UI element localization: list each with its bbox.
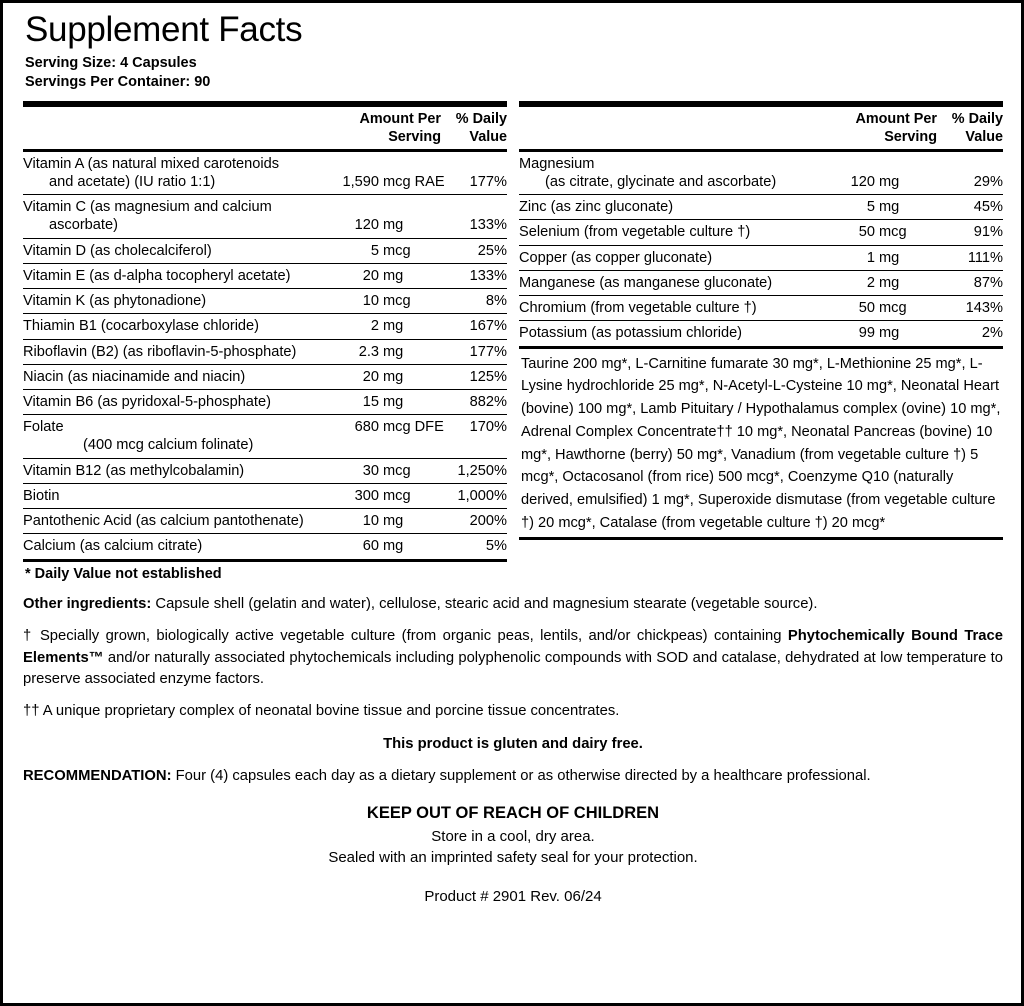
dagger-note-trademark: Phytochemically Bound Trace Elements™ xyxy=(23,628,1003,666)
table-row: Vitamin D (as cholecalciferol) 5 mcg 25% xyxy=(23,238,507,263)
table-row: Vitamin C (as magnesium and calcium ascorbate) 120 mg 133% xyxy=(23,195,507,238)
header-daily-value-right: % Daily Value xyxy=(951,110,1003,145)
recommendation-text: Four (4) capsules each day as a dietary supplement or as otherwise directed by a healthcare professional. xyxy=(171,768,871,785)
table-row: Magnesium (as citrate, glycinate and ascorbate) 120 mg 29% xyxy=(519,152,1003,195)
table-header-left xyxy=(23,107,507,149)
dagger-note-part1: † Specially grown, biologically active vegetable culture (from organic peas, lentils, and/or chickpeas) containing xyxy=(23,628,788,645)
other-ingredients-text: Capsule shell (gelatin and water), cellulose, stearic acid and magnesium stearate (vegetable source). xyxy=(151,595,818,612)
safety-seal-note: Sealed with an imprinted safety seal for your protection. xyxy=(328,848,698,866)
nutrient-table-left xyxy=(23,107,507,149)
table-row: Folate (400 mcg calcium folinate) 680 mcg DFE 170% xyxy=(23,415,507,458)
table-row: Copper (as copper gluconate) 1 mg 111% xyxy=(519,245,1003,270)
table-row: Vitamin A (as natural mixed carotenoids and acetate) (IU ratio 1:1) 1,590 mcg RAE 177% xyxy=(23,152,507,195)
divider-bottom-left xyxy=(23,559,507,562)
recommendation-label: RECOMMENDATION: xyxy=(23,768,172,785)
table-row: Manganese (as manganese gluconate) 2 mg 87% xyxy=(519,270,1003,295)
table-row: Thiamin B1 (cocarboxylase chloride) 2 mg 167% xyxy=(23,314,507,339)
header-daily-value: % Daily Value xyxy=(455,110,507,145)
nutrient-rows-left xyxy=(23,152,507,559)
table-row: Selenium (from vegetable culture †) 50 mcg 91% xyxy=(519,220,1003,245)
table-row: Chromium (from vegetable culture †) 50 mcg 143% xyxy=(519,296,1003,321)
table-row: Potassium (as potassium chloride) 99 mg 2% xyxy=(519,325,1003,342)
table-row: Riboflavin (B2) (as riboflavin-5-phosphate) 2.3 mg 177% xyxy=(23,339,507,364)
table-row: Vitamin B12 (as methylcobalamin) 30 mcg 1,250% xyxy=(23,458,507,483)
recommendation xyxy=(23,766,1003,787)
other-ingredients-label: Other ingredients: xyxy=(23,595,152,612)
other-ingredients xyxy=(23,594,1003,615)
table-row: Vitamin B6 (as pyridoxal-5-phosphate) 15 mg 882% xyxy=(23,389,507,414)
table-row: Vitamin K (as phytonadione) 10 mcg 8% xyxy=(23,289,507,314)
nutrient-table-right xyxy=(519,107,1003,149)
table-row: Vitamin E (as d-alpha tocopheryl acetate) 20 mg 133% xyxy=(23,263,507,288)
page-title: Supplement Facts xyxy=(25,10,303,49)
header-amount-per-serving-right: Amount Per Serving xyxy=(855,110,937,145)
divider-bottom-right xyxy=(519,537,1003,540)
facts-panel-left xyxy=(23,101,507,562)
keep-out-of-reach-warning: KEEP OUT OF REACH OF CHILDREN xyxy=(366,803,660,822)
footer-section xyxy=(23,594,1003,908)
facts-panel-right xyxy=(507,101,1003,562)
double-dagger-note: †† A unique proprietary complex of neonatal bovine tissue and porcine tissue concentrates. xyxy=(23,703,620,720)
nutrient-rows-right xyxy=(519,152,1003,346)
product-number: Product # 2901 Rev. 06/24 xyxy=(424,887,602,905)
table-row: Pantothenic Acid (as calcium pantothenate) 10 mg 200% xyxy=(23,509,507,534)
table-header-right xyxy=(519,107,1003,149)
daily-value-note: * Daily Value not established xyxy=(25,565,222,582)
table-row: Zinc (as zinc gluconate) 5 mg 45% xyxy=(519,195,1003,220)
gluten-dairy-free-note: This product is gluten and dairy free. xyxy=(383,735,643,752)
table-row: Calcium (as calcium citrate) 60 mg 5% xyxy=(23,538,507,555)
proprietary-blend-text: Taurine 200 mg*, L-Carnitine fumarate 30 mg*, L-Methionine 25 mg*, L-Lysine hydrochloride 25 mg*, N-Acetyl-L-Cysteine 10 mg*, Neonatal Heart (bovine) 100 mg*, Lamb Pituitary / Hypothalamus complex (ovine) 10 mg*, Adrenal Complex Concentrate†† 10 mg*, Neonatal Pancreas (bovine) 10 mg*, Hawthorne (berry) 50 mg*, Vanadium (from vegetable culture †) 5 mcg*, Octacosanol (from rice) 500 mcg*, Coenzyme Q10 (naturally derived, emulsified) 1 mg*, Superoxide dismutase (from vegetable culture †) 20 mcg*, Catalase (from vegetable culture †) 20 mcg* xyxy=(521,355,1001,531)
serving-size: Serving Size: 4 Capsules xyxy=(25,54,197,71)
dagger-note xyxy=(23,626,1003,690)
dagger-note-part2: and/or naturally associated phytochemicals including polyphenolic compounds with SOD and catalase, dehydrated at low temperature to preserve associated enzyme factors. xyxy=(23,649,1003,687)
header-amount-per-serving: Amount Per Serving xyxy=(359,110,441,145)
storage-instruction: Store in a cool, dry area. xyxy=(431,827,595,845)
servings-per-container: Servings Per Container: 90 xyxy=(25,74,211,91)
table-row: Biotin 300 mcg 1,000% xyxy=(23,483,507,508)
table-row: Niacin (as niacinamide and niacin) 20 mg 125% xyxy=(23,364,507,389)
facts-panels xyxy=(23,101,1003,562)
